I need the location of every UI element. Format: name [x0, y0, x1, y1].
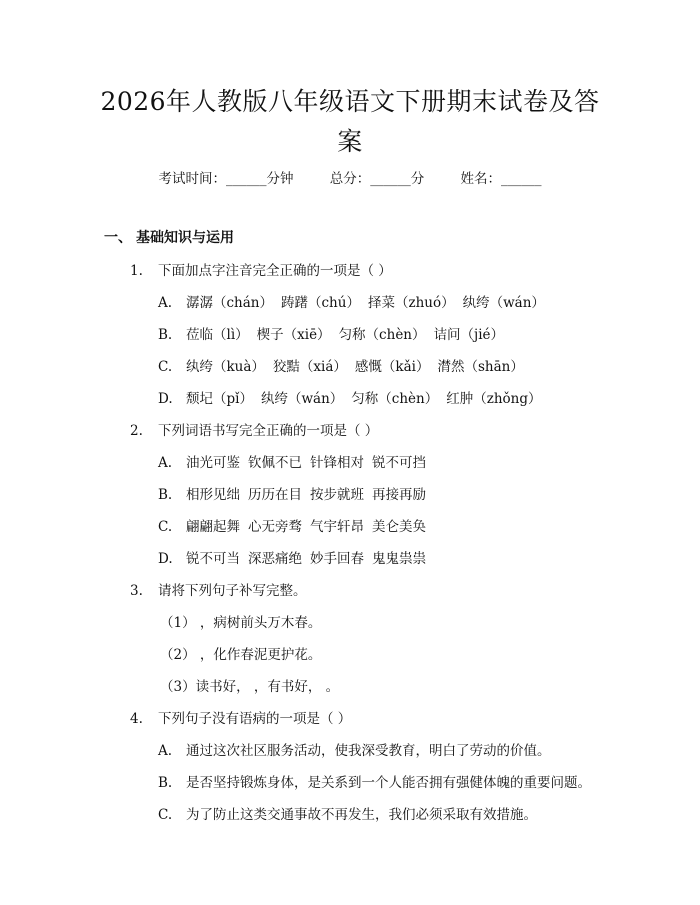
- q4-option-a: A. 通过这次社区服务活动，使我深受教育，明白了劳动的价值。: [158, 743, 551, 759]
- question-1: 1. 下面加点字注音完全正确的一项是（ ）: [130, 263, 392, 279]
- q2-option-a: A. 油光可鉴 钦佩不已 针锋相对 锐不可挡: [158, 455, 426, 471]
- q4-option-c: C. 为了防止这类交通事故不再发生，我们必须采取有效措施。: [158, 807, 537, 823]
- q1-option-c: C. 纨绔（kuà） 狡黠（xiá） 感慨（kǎi） 潸然（shān）: [158, 359, 524, 375]
- q3-item-1: （1） ，病树前头万木春。: [160, 615, 322, 631]
- q2-option-d: D. 锐不可当 深恶痛绝 妙手回春 鬼鬼祟祟: [158, 551, 426, 567]
- q1-option-b: B. 莅临（lì） 楔子（xiē） 匀称（chèn） 诘问（jié）: [158, 327, 505, 343]
- q3-item-2: （2） ，化作春泥更护花。: [160, 647, 322, 663]
- q1-option-d: D. 颓圮（pǐ） 纨绔（wán） 匀称（chèn） 红肿（zhǒng）: [158, 391, 542, 407]
- score-blank: ______: [370, 171, 411, 187]
- exam-score: 总分：______分: [329, 171, 425, 187]
- exam-time: 考试时间：______分钟: [158, 171, 294, 187]
- q2-option-c: C. 翩翩起舞 心无旁骛 气宇轩昂 美仑美奂: [158, 519, 426, 535]
- q1-option-a: A. 潺潺（chán） 踌躇（chú） 择菜（zhuó） 纨绔（wán）: [158, 295, 545, 311]
- time-blank: ______: [225, 171, 267, 187]
- question-3: 3. 请将下列句子补写完整。: [130, 583, 307, 599]
- name-blank: ______: [501, 171, 542, 187]
- question-2: 2. 下列词语书写完全正确的一项是（ ）: [130, 423, 379, 439]
- exam-name: 姓名：______: [460, 171, 542, 187]
- q3-item-3: （3）读书好， ，有书好， 。: [160, 679, 340, 695]
- q4-option-b: B. 是否坚持锻炼身体，是关系到一个人能否拥有强健体魄的重要问题。: [158, 775, 591, 791]
- exam-meta: [0, 170, 700, 188]
- section-heading: 一、 基础知识与运用: [104, 230, 234, 246]
- page-title: 2026年人教版八年级语文下册期末试卷及答案: [100, 87, 600, 156]
- q2-option-b: B. 相形见绌 历历在目 按步就班 再接再励: [158, 487, 426, 503]
- question-4: 4. 下列句子没有语病的一项是（ ）: [130, 711, 352, 727]
